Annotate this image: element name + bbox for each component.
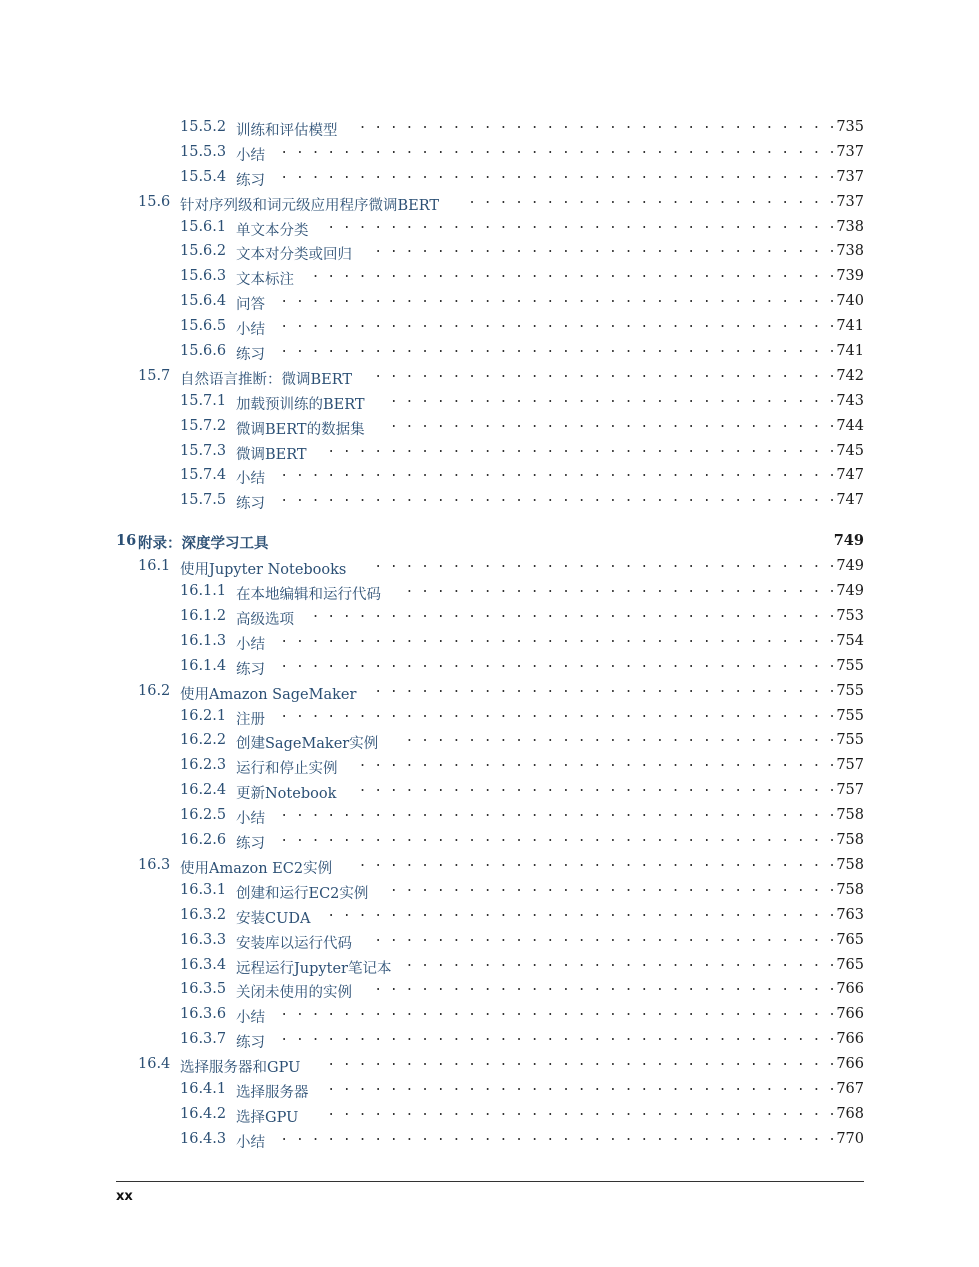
toc-entry-page: 737 [836, 193, 864, 210]
toc-leader-dots: . . . . . . . . . . . . . . . . . . . . . . . . . . . . . . . . . . . . [280, 1004, 836, 1020]
footer-rule [116, 1181, 864, 1182]
toc-entry-number: 16.3.2 [180, 906, 227, 923]
toc-entry[interactable] [116, 390, 864, 415]
toc-entry-title: 自然语言推断：微调BERT [180, 371, 353, 388]
toc-entry-page: 738 [836, 218, 864, 235]
toc-entry-title: 小结 [236, 471, 265, 488]
toc-entry-number: 16.2 [138, 682, 171, 699]
toc-leader-dots: . . . . . . . . . . . . . . . . . . . . . . . . . . . . . . [374, 241, 836, 257]
toc-entry[interactable] [116, 216, 864, 241]
toc-entry[interactable] [116, 415, 864, 440]
toc-leader-dots: . . . . . . . . . . . . . . . . . . . . . . . . . . . . [405, 581, 836, 597]
toc-leader-dots: . . . . . . . . . . . . . . . . . . . . . . . . . . . . . [389, 415, 836, 431]
toc-entry-page: 738 [836, 243, 864, 260]
toc-entry[interactable] [116, 191, 864, 216]
toc-entry-page: 749 [833, 532, 864, 550]
toc-entry-page: 742 [836, 367, 864, 384]
toc-entry-title: 创建SageMaker实例 [236, 736, 379, 753]
toc-entry-title: 单文本分类 [236, 222, 309, 239]
toc-entry-number: 16.3.7 [180, 1031, 227, 1048]
toc-entry-page: 766 [836, 1056, 864, 1073]
toc-leader-dots: . . . . . . . . . . . . . . . . . . . . . . . . . . . . . . . . . . . . [280, 655, 836, 671]
toc-leader-dots: . . . . . . . . . . . . . . . . . . . . . . . . . . . . . . . . . . . . [280, 465, 836, 481]
toc-entry-page: 741 [836, 318, 864, 335]
toc-entry-title: 练习 [236, 836, 265, 853]
toc-entry-page: 766 [836, 981, 864, 998]
toc-entry-number: 15.7.4 [180, 467, 227, 484]
toc-entry[interactable] [116, 804, 864, 829]
toc-leader-dots: . . . . . . . . . . . . . . . . . . . . . . . . . . . . . [389, 390, 836, 406]
toc-entry-title: 练习 [236, 496, 265, 513]
toc-entry-number: 16.3 [138, 856, 171, 873]
toc-entry-number: 15.5.2 [180, 119, 227, 135]
toc-entry-title: 小结 [236, 1010, 265, 1027]
toc-entry-title: 远程运行Jupyter笔记本 [236, 960, 392, 977]
toc-entry-page: 763 [836, 906, 864, 923]
toc-entry-number: 15.7.3 [180, 442, 227, 459]
toc-entry[interactable] [116, 1078, 864, 1103]
toc-leader-dots: . . . . . . . . . . . . . . . . . . . . . . . . . . . . . . . . . . . . [280, 830, 836, 846]
toc-entry-number: 15.7.2 [180, 417, 227, 434]
toc-entry-title: 更新Notebook [236, 786, 337, 803]
toc-entry-number: 16.1.1 [180, 583, 227, 600]
toc-entry-page: 768 [836, 1105, 864, 1122]
toc-entry-page: 755 [836, 682, 864, 699]
toc-entry-title: 选择服务器 [236, 1084, 309, 1101]
toc-entry-number: 15.6.4 [180, 293, 227, 310]
toc-entry-number: 16.2.4 [180, 782, 227, 799]
toc-entry[interactable] [116, 929, 864, 954]
toc-entry-page: 757 [836, 757, 864, 774]
toc-entry-number: 16.1.3 [180, 632, 227, 649]
toc-entry-number: 16 [116, 532, 137, 550]
toc-entry-number: 15.6 [138, 193, 171, 210]
toc-entry-page: 745 [836, 442, 864, 459]
toc-entry[interactable] [116, 829, 864, 854]
toc-entry-number: 16.1.4 [180, 657, 227, 674]
toc-leader-dots: . . . . . . . . . . . . . . . . . . . . . . . . . . . . . . [374, 680, 836, 696]
toc-leader-dots: . . . . . . . . . . . . . . . . . . . . . . . . . . . . . . . . . . . . [280, 341, 836, 357]
toc-leader-dots: . . . . . . . . . . . . . . . . . . . . . . . . . . . . . . . . . . . . [280, 166, 836, 182]
toc-entry[interactable] [116, 1003, 864, 1028]
toc-entry-number: 16.4.1 [180, 1080, 227, 1097]
toc-entry[interactable] [116, 754, 864, 779]
toc-entry[interactable] [116, 116, 864, 141]
toc-entry-page: 747 [836, 467, 864, 484]
toc-entry-page: 740 [836, 293, 864, 310]
toc-entry-title: 创建和运行EC2实例 [236, 885, 369, 902]
toc-entry-number: 16.1.2 [180, 608, 227, 625]
toc-entry-page: 767 [836, 1080, 864, 1097]
toc-entry-number: 15.6.6 [180, 343, 227, 360]
toc-entry[interactable] [116, 879, 864, 904]
toc-entry[interactable] [116, 655, 864, 680]
toc-entry-page: 753 [836, 608, 864, 625]
toc-leader-dots: . . . . . . . . . . . . . . . . . . . . . . . . . . . . . . . . . [327, 216, 836, 232]
toc-entry-number: 15.7.5 [180, 492, 227, 509]
toc-leader-dots: . . . . . . . . . . . . . . . . . . . . . . . . . . . . . . . . . [327, 1054, 836, 1070]
toc-entry-title: 使用Amazon SageMaker [180, 686, 357, 703]
toc-entry-title: 小结 [236, 322, 265, 339]
toc-entry[interactable] [116, 240, 864, 265]
toc-entry-title: 练习 [236, 661, 265, 678]
toc-entry-page: 754 [836, 632, 864, 649]
toc-leader-dots: . . . . . . . . . . . . . . . . . . . . . . . . . . . . . . [374, 556, 836, 572]
toc-entry-page: 765 [836, 931, 864, 948]
toc-entry-title: 训练和评估模型 [236, 123, 338, 139]
toc-entry-number: 16.4.3 [180, 1130, 227, 1147]
toc-entry[interactable] [116, 1028, 864, 1053]
toc-entry-title: 练习 [236, 1035, 265, 1052]
toc-entry[interactable] [116, 265, 864, 290]
toc-entry-title: 在本地编辑和运行代码 [236, 587, 381, 604]
toc-entry[interactable] [116, 630, 864, 655]
toc-entry-title: 文本对分类或回归 [236, 247, 352, 264]
toc-entry-page: 755 [836, 732, 864, 749]
toc-entry[interactable] [116, 779, 864, 804]
toc-chapter-entry[interactable] [116, 529, 864, 555]
toc-entry-number: 16.3.1 [180, 881, 227, 898]
toc-entry-page: 755 [836, 707, 864, 724]
toc-entry[interactable] [116, 978, 864, 1003]
toc-leader-dots: . . . . . . . . . . . . . . . . . . . . . . . . . . . . . . . [358, 780, 836, 796]
toc-entry-number: 16.2.3 [180, 757, 227, 774]
toc-entry-page: 739 [836, 268, 864, 285]
toc-entry-number: 15.6.2 [180, 243, 227, 260]
toc-entry-number: 16.4.2 [180, 1105, 227, 1122]
toc-leader-dots: . . . . . . . . . . . . . . . . . . . . . . . . . . . . . . . [358, 117, 836, 132]
toc-entry-title: 小结 [236, 147, 265, 164]
toc-entry-title: 安装库以运行代码 [236, 935, 352, 952]
toc-entry-page: 770 [836, 1130, 864, 1147]
toc-entry-title: 小结 [236, 1134, 265, 1151]
toc-entry-page: 766 [836, 1031, 864, 1048]
footer-page-number: xx [116, 1189, 133, 1204]
toc-entry[interactable] [116, 290, 864, 315]
toc-entry-title: 附录：深度学习工具 [138, 535, 269, 553]
toc-entry[interactable] [116, 705, 864, 730]
toc-leader-dots: . . . . . . . . . . . . . . . . . . . . . . . . . . . . . . . . . [327, 1103, 836, 1119]
toc-entry-number: 16.3.3 [180, 931, 227, 948]
toc-entry-page: 747 [836, 492, 864, 509]
toc-leader-dots: . . . . . . . . . . . . . . . . . . . . . . . . . . . . . . . . . . . . [280, 630, 836, 646]
toc-entry-page: 735 [836, 119, 864, 135]
toc-entry[interactable] [116, 1128, 864, 1153]
toc-entry-title: 使用Amazon EC2实例 [180, 860, 333, 877]
toc-entry-title: 使用Jupyter Notebooks [180, 562, 347, 579]
toc-entry-number: 15.7.1 [180, 392, 227, 409]
toc-entry[interactable] [116, 464, 864, 489]
toc-entry-page: 741 [836, 343, 864, 360]
toc-leader-dots: . . . . . . . . . . . . . . . . . . . . . . . . . . . . . . . . . . [311, 606, 836, 622]
toc-entry-number: 16.3.5 [180, 981, 227, 998]
toc-entry-number: 15.5.4 [180, 168, 227, 185]
toc-entry-number: 16.2.1 [180, 707, 227, 724]
toc-leader-dots: . . . . . . . . . . . . . . . . . . . . . . . . . . . . . . [374, 979, 836, 995]
toc-entry-title: 微调BERT [236, 446, 307, 463]
toc-entry-number: 16.2.6 [180, 832, 227, 849]
toc-leader-dots: . . . . . . . . . . . . . . . . . . . . . . . . . . . . . . . . . . . . [280, 1128, 836, 1144]
toc-entry-title: 小结 [236, 636, 265, 653]
toc-entry-page: 757 [836, 782, 864, 799]
toc-entry[interactable] [116, 1103, 864, 1128]
toc-entry[interactable] [116, 365, 864, 390]
toc-entry-title: 高级选项 [236, 612, 294, 629]
toc-leader-dots: . . . . . . . . . . . . . . . . . . . . . . . . [468, 191, 836, 207]
toc-entry-page: 758 [836, 832, 864, 849]
toc-entry-title: 运行和停止实例 [236, 761, 338, 778]
toc-entry-title: 注册 [236, 711, 265, 728]
toc-entry-title: 练习 [236, 347, 265, 364]
toc-entry-title: 选择服务器和GPU [180, 1060, 301, 1077]
toc-entry[interactable] [116, 954, 864, 979]
toc-entry[interactable] [116, 440, 864, 465]
toc-entry[interactable] [116, 555, 864, 580]
toc-entry-title: 文本标注 [236, 272, 294, 289]
toc-entry[interactable] [116, 580, 864, 605]
toc-leader-dots: . . . . . . . . . . . . . . . . . . . . . . . . . . . . . . . . . . . . [280, 1029, 836, 1045]
toc-entry-page: 749 [836, 558, 864, 575]
toc-entry-number: 16.3.4 [180, 956, 227, 973]
toc-entry-page: 766 [836, 1006, 864, 1023]
toc-leader-dots: . . . . . . . . . . . . . . . . . . . . . . . . . . . . . . . [358, 854, 836, 870]
toc-entry[interactable] [116, 166, 864, 191]
toc-entry-title: 微调BERT的数据集 [236, 421, 365, 438]
toc-entry-number: 15.7 [138, 367, 171, 384]
toc-entry-page: 758 [836, 807, 864, 824]
toc-leader-dots: . . . . . . . . . . . . . . . . . . . . . . . . . . . . [405, 730, 836, 746]
toc-entry-page: 755 [836, 657, 864, 674]
toc-leader-dots: . . . . . . . . . . . . . . . . . . . . . . . . . . . . . . [374, 929, 836, 945]
toc-entry[interactable] [116, 680, 864, 705]
toc-entry[interactable] [116, 489, 864, 514]
toc-entry-title: 问答 [236, 297, 265, 314]
toc-leader-dots: . . . . . . . . . . . . . . . . . . . . . . . . . . . . . . . . . . [311, 266, 836, 282]
toc-leader-dots: . . . . . . . . . . . . . . . . . . . . . . . . . . . . . . . . . . . . [280, 805, 836, 821]
toc-leader-dots: . . . . . . . . . . . . . . . . . . . . . . . . . . . . . . . . . . . . [280, 291, 836, 307]
toc-entry[interactable] [116, 340, 864, 365]
toc-entry-number: 15.5.3 [180, 143, 227, 160]
toc-entry-page: 749 [836, 583, 864, 600]
toc-entry-page: 737 [836, 168, 864, 185]
toc-leader-dots: . . . . . . . . . . . . . . . . . . . . . . . . . . . . . . . . . . . . [280, 141, 836, 157]
toc-entry-title: 小结 [236, 811, 265, 828]
toc-entry-title: 关闭未使用的实例 [236, 985, 352, 1002]
toc-entry-number: 16.4 [138, 1056, 171, 1073]
toc-entry[interactable] [116, 1053, 864, 1078]
toc-entry-number: 16.2.2 [180, 732, 227, 749]
toc-leader-dots: . . . . . . . . . . . . . . . . . . . . . . . . . . . . . . . . . . . . [280, 705, 836, 721]
toc-leader-dots: . . . . . . . . . . . . . . . . . . . . . . . . . . . . . . [374, 365, 836, 381]
toc-leader-dots: . . . . . . . . . . . . . . . . . . . . . . . . . . . . . . . . . . . . [280, 316, 836, 332]
toc-entry-page: 737 [836, 143, 864, 160]
table-of-contents [116, 116, 864, 1153]
toc-entry-number: 15.6.3 [180, 268, 227, 285]
toc-entry[interactable] [116, 904, 864, 929]
toc-leader-dots: . . . . . . . . . . . . . . . . . . . . . . . . . . . . . . . . . [327, 904, 836, 920]
toc-entry-title: 练习 [236, 172, 265, 189]
toc-entry-number: 16.3.6 [180, 1006, 227, 1023]
toc-entry[interactable] [116, 854, 864, 879]
toc-entry-title: 选择GPU [236, 1109, 299, 1126]
toc-entry-number: 15.6.1 [180, 218, 227, 235]
toc-entry[interactable] [116, 315, 864, 340]
toc-entry-page: 744 [836, 417, 864, 434]
toc-entry-page: 758 [836, 881, 864, 898]
toc-leader-dots: . . . . . . . . . . . . . . . . . . . . . . . . . . . . . . . [358, 755, 836, 771]
toc-entry-number: 16.2.5 [180, 807, 227, 824]
toc-entry-title: 安装CUDA [236, 910, 311, 927]
toc-entry-title: 加载预训练的BERT [236, 396, 365, 413]
toc-entry[interactable] [116, 729, 864, 754]
toc-entry-page: 743 [836, 392, 864, 409]
toc-leader-dots: . . . . . . . . . . . . . . . . . . . . . . . . . . . . . [389, 879, 836, 895]
toc-leader-dots: . . . . . . . . . . . . . . . . . . . . . . . . . . . . . . . . . . . . [280, 490, 836, 506]
toc-entry[interactable] [116, 605, 864, 630]
toc-entry-page: 765 [836, 956, 864, 973]
toc-entry-page: 758 [836, 856, 864, 873]
toc-entry-number: 16.1 [138, 558, 171, 575]
toc-entry-title: 针对序列级和词元级应用程序微调BERT [180, 197, 440, 214]
toc-entry-number: 15.6.5 [180, 318, 227, 335]
toc-leader-dots: . . . . . . . . . . . . . . . . . . . . . . . . . . . . [405, 954, 836, 970]
toc-leader-dots: . . . . . . . . . . . . . . . . . . . . . . . . . . . . . . . . . [327, 1078, 836, 1094]
toc-entry[interactable] [116, 141, 864, 166]
toc-leader-dots: . . . . . . . . . . . . . . . . . . . . . . . . . . . . . . . . . [327, 440, 836, 456]
